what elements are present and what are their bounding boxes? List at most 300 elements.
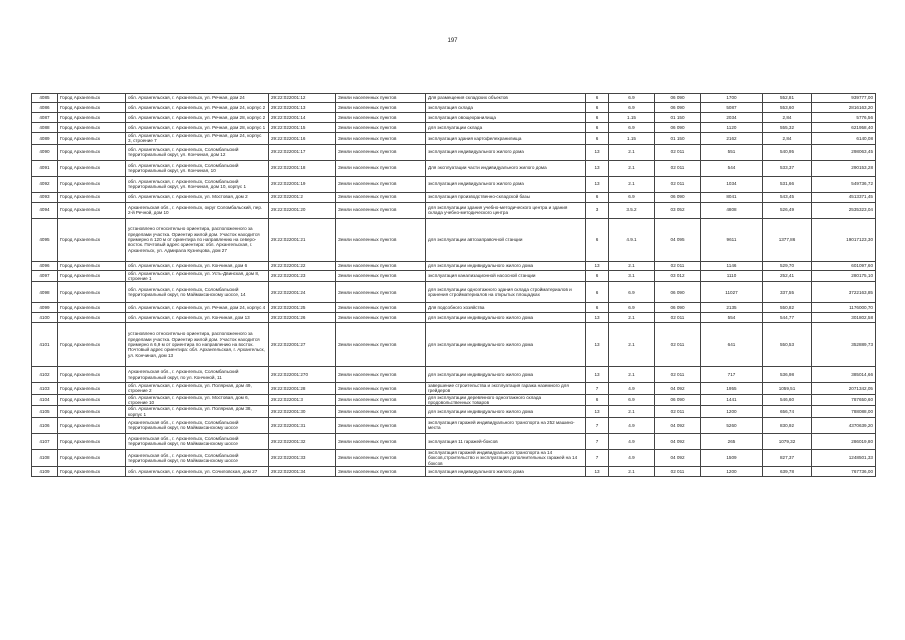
municipality-cell: Город Архангельск (58, 113, 126, 123)
land-category-cell: Земли населенных пунктов (336, 394, 426, 406)
use-code-cell: 06 090 (655, 103, 701, 113)
specific-value-cell: 1059,51 (763, 383, 812, 395)
use-group-cell: 4.9 (609, 417, 655, 433)
permitted-use-cell: эксплуатация производственно-складской базы (426, 192, 586, 202)
table-row (32, 94, 876, 103)
cadastral-value-cell: 280175,10 (812, 270, 876, 282)
table-row (32, 323, 876, 367)
use-group-cell: 1.15 (609, 113, 655, 123)
land-category-cell: Земли населенных пунктов (336, 367, 426, 383)
cadastral-number-cell: 29:22:022001:2 (269, 192, 336, 202)
land-category-cell: Земли населенных пунктов (336, 433, 426, 449)
permitted-use-cell: эксплуатация овощехранилища (426, 113, 586, 123)
land-category-cell: Земли населенных пунктов (336, 192, 426, 202)
cadastral-value-cell: 3722163,85 (812, 282, 876, 303)
specific-value-cell: 531,66 (763, 176, 812, 192)
cadastral-number-cell: 29:22:022001:12 (269, 94, 336, 103)
address-cell: обл. Архангельская, г. Архангельск, ул. Усть-Двинская, дом 8, строение 1 (126, 270, 269, 282)
row-number: 4085 (32, 94, 58, 103)
area-cell: 1110 (701, 270, 763, 282)
zone-cell: 13 (586, 144, 609, 160)
table-row (32, 406, 876, 418)
specific-value-cell: 546,60 (763, 394, 812, 406)
area-cell: 1034 (701, 176, 763, 192)
use-code-cell: 04 092 (655, 433, 701, 449)
cadastral-number-cell: 29:22:022001:3 (269, 394, 336, 406)
use-code-cell: 01 150 (655, 113, 701, 123)
land-category-cell: Земли населенных пунктов (336, 449, 426, 466)
municipality-cell: Город Архангельск (58, 282, 126, 303)
row-number: 4098 (32, 282, 58, 303)
zone-cell: 13 (586, 176, 609, 192)
cadastral-number-cell: 29:22:022001:18 (269, 160, 336, 176)
address-cell: обл. Архангельская, г. Архангельск, Соломбальский территориальный округ, ул. Кончиная, дом 10, корпус 1 (126, 176, 269, 192)
land-category-cell: Земли населенных пунктов (336, 466, 426, 476)
use-group-cell: 2.1 (609, 160, 655, 176)
zone-cell: 6 (586, 303, 609, 313)
use-code-cell: 03 052 (655, 202, 701, 218)
land-category-cell: Земли населенных пунктов (336, 261, 426, 270)
municipality-cell: Город Архангельск (58, 406, 126, 418)
cadastral-number-cell: 29:22:022001:32 (269, 433, 336, 449)
cadastral-value-cell: 4513371,45 (812, 192, 876, 202)
address-cell: обл. Архангельская, г. Архангельск, Соломбальский территориальный округ, по Маймаксанскому шоссе, 14 (126, 282, 269, 303)
specific-value-cell: 1079,32 (763, 433, 812, 449)
cadastral-value-cell: 621958,40 (812, 123, 876, 133)
municipality-cell: Город Архангельск (58, 367, 126, 383)
area-cell: 1700 (701, 94, 763, 103)
municipality-cell: Город Архангельск (58, 192, 126, 202)
cadastral-value-cell: 290153,28 (812, 160, 876, 176)
cadastral-value-cell: 1176000,70 (812, 303, 876, 313)
municipality-cell: Город Архангельск (58, 144, 126, 160)
specific-value-cell: 529,70 (763, 261, 812, 270)
specific-value-cell: 639,78 (763, 466, 812, 476)
cadastral-number-cell: 29:22:022001:21 (269, 218, 336, 261)
zone-cell: 6 (586, 394, 609, 406)
address-cell: Архангельская обл., г. Архангельск, округ Соломбальский, пер. 2-й Речной, дом 10 (126, 202, 269, 218)
municipality-cell: Город Архангельск (58, 160, 126, 176)
land-category-cell: Земли населенных пунктов (336, 218, 426, 261)
area-cell: 544 (701, 160, 763, 176)
use-code-cell: 04 092 (655, 449, 701, 466)
table-row (32, 383, 876, 395)
row-number: 4099 (32, 303, 58, 313)
zone-cell: 7 (586, 449, 609, 466)
table-row (32, 218, 876, 261)
table-row (32, 270, 876, 282)
municipality-cell: Город Архангельск (58, 94, 126, 103)
zone-cell: 13 (586, 313, 609, 323)
cadastral-value-cell: 385014,66 (812, 367, 876, 383)
page-number: 197 (447, 38, 458, 44)
table-row (32, 449, 876, 466)
zone-cell: 6 (586, 94, 609, 103)
zone-cell: 6 (586, 103, 609, 113)
row-number: 4105 (32, 406, 58, 418)
address-cell: обл. Архангельская, г. Архангельск, ул. Речная, дом 28, корпус 1 (126, 123, 269, 133)
permitted-use-cell: завершение строительства и эксплуатация гаража наземного для грейдеров (426, 383, 586, 395)
cadastral-value-cell: 5776,56 (812, 113, 876, 123)
row-number: 4106 (32, 417, 58, 433)
address-cell: обл. Архангельская, г. Архангельск, Соломбальский территориальный округ, ул. Кончиная, дом 12 (126, 144, 269, 160)
cadastral-number-cell: 29:22:022001:13 (269, 103, 336, 113)
municipality-cell: Город Архангельск (58, 449, 126, 466)
area-cell: 5087 (701, 103, 763, 113)
use-group-cell: 2.1 (609, 144, 655, 160)
address-cell: обл. Архангельская, г. Архангельск, ул. Речная, дом 24 (126, 94, 269, 103)
row-number: 4107 (32, 433, 58, 449)
address-cell: обл. Архангельская, г. Архангельск, Соломбальский территориальный округ, ул. Кончиная, 10 (126, 160, 269, 176)
area-cell: 1200 (701, 406, 763, 418)
municipality-cell: Город Архангельск (58, 103, 126, 113)
row-number: 4103 (32, 383, 58, 395)
address-cell: обл. Архангельская, г. Архангельск, ул. Полярная, дом 49, строение 2 (126, 383, 269, 395)
cadastral-number-cell: 29:22:022001:23 (269, 270, 336, 282)
cadastral-number-cell: 29:22:022001:30 (269, 406, 336, 418)
zone-cell: 7 (586, 383, 609, 395)
use-group-cell: 6.9 (609, 103, 655, 113)
address-cell: обл. Архангельская, г. Архангельск, ул. Кончиная, дом 13 (126, 313, 269, 323)
table-row (32, 394, 876, 406)
cadastral-number-cell: 29:22:022001:31 (269, 417, 336, 433)
address-cell: обл. Архангельская, г. Архангельск, ул. Мостовая, дом 6, строение 10 (126, 394, 269, 406)
row-number: 4086 (32, 103, 58, 113)
land-category-cell: Земли населенных пунктов (336, 176, 426, 192)
specific-value-cell: 656,74 (763, 406, 812, 418)
zone-cell: 6 (586, 133, 609, 145)
cadastral-value-cell: 549736,72 (812, 176, 876, 192)
specific-value-cell: 544,77 (763, 313, 812, 323)
table-row (32, 123, 876, 133)
land-category-cell: Земли населенных пунктов (336, 383, 426, 395)
use-group-cell: 2.1 (609, 323, 655, 367)
area-cell: 717 (701, 367, 763, 383)
row-number: 4090 (32, 144, 58, 160)
table-row (32, 303, 876, 313)
cadastral-value-cell: 19017123,30 (812, 218, 876, 261)
use-code-cell: 06 090 (655, 123, 701, 133)
use-group-cell: 2.1 (609, 176, 655, 192)
row-number: 4096 (32, 261, 58, 270)
area-cell: 1146 (701, 261, 763, 270)
address-cell: обл. Архангельская, г. Архангельск, ул. Сочиловская, дом 27 (126, 466, 269, 476)
zone-cell: 13 (586, 406, 609, 418)
specific-value-cell: 553,60 (763, 103, 812, 113)
table-row (32, 160, 876, 176)
use-group-cell: 6.9 (609, 192, 655, 202)
cadastral-value-cell: 298063,45 (812, 144, 876, 160)
cadastral-value-cell: 6140,08 (812, 133, 876, 145)
municipality-cell: Город Архангельск (58, 323, 126, 367)
municipality-cell: Город Архангельск (58, 261, 126, 270)
specific-value-cell: 337,55 (763, 282, 812, 303)
permitted-use-cell: эксплуатация 11 гаражей-боксов (426, 433, 586, 449)
use-code-cell: 06 090 (655, 303, 701, 313)
permitted-use-cell: для эксплуатации здания учебно-методического центра и здания склада учебно-методического центра (426, 202, 586, 218)
address-cell: обл. Архангельская, г. Архангельск, ул. Полярная, дом 38, корпус 1 (126, 406, 269, 418)
specific-value-cell: 827,37 (763, 449, 812, 466)
use-group-cell: 2.1 (609, 466, 655, 476)
municipality-cell: Город Архангельск (58, 383, 126, 395)
zone-cell: 6 (586, 218, 609, 261)
use-code-cell: 02 011 (655, 323, 701, 367)
use-code-cell: 06 090 (655, 394, 701, 406)
use-group-cell: 6.9 (609, 303, 655, 313)
permitted-use-cell: эксплуатация гаражей индивидуального транспорта на 252 машино-места (426, 417, 586, 433)
use-code-cell: 04 092 (655, 417, 701, 433)
table-row (32, 367, 876, 383)
permitted-use-cell: Для подсобного хозяйства (426, 303, 586, 313)
cadastral-number-cell: 29:22:022001:34 (269, 466, 336, 476)
permitted-use-cell: эксплуатация гаражей индивидуального транспорта на 14 боксов,строительство и эксплуатация дополнительных гаражей на 14 боксов (426, 449, 586, 466)
permitted-use-cell: Для размещения складских объектов (426, 94, 586, 103)
address-cell: обл. Архангельская, г. Архангельск, ул. Мостовая, дом 2 (126, 192, 269, 202)
area-cell: 641 (701, 323, 763, 367)
table-row (32, 113, 876, 123)
use-group-cell: 6.9 (609, 282, 655, 303)
land-category-cell: Земли населенных пунктов (336, 103, 426, 113)
zone-cell: 6 (586, 123, 609, 133)
use-code-cell: 06 090 (655, 94, 701, 103)
cadastral-value-cell: 788088,00 (812, 406, 876, 418)
area-cell: 8041 (701, 192, 763, 202)
specific-value-cell: 543,45 (763, 192, 812, 202)
use-group-cell: 6.9 (609, 94, 655, 103)
area-cell: 4808 (701, 202, 763, 218)
zone-cell: 13 (586, 323, 609, 367)
row-number: 4093 (32, 192, 58, 202)
land-category-cell: Земли населенных пунктов (336, 160, 426, 176)
use-group-cell: 6.9 (609, 123, 655, 133)
use-code-cell: 02 011 (655, 144, 701, 160)
zone-cell: 13 (586, 261, 609, 270)
cadastral-number-cell: 29:22:022001:15 (269, 123, 336, 133)
row-number: 4108 (32, 449, 58, 466)
permitted-use-cell: для эксплуатации склада (426, 123, 586, 133)
use-group-cell: 2.1 (609, 261, 655, 270)
address-cell: установлено относительно ориентира, расположенного за пределами участка. Ориентир жилой дом. Участок находится примерно в 6,9 м от ориентира по направлению на восток. Почтовый адрес ориентира: обл. Архангельская, г. Архангельск, ул. Кончиная, дом 13 (126, 323, 269, 367)
cadastral-value-cell: 2071342,05 (812, 383, 876, 395)
table-row (32, 192, 876, 202)
cadastral-value-cell: 787650,60 (812, 394, 876, 406)
specific-value-cell: 830,92 (763, 417, 812, 433)
area-cell: 1200 (701, 466, 763, 476)
land-category-cell: Земли населенных пунктов (336, 313, 426, 323)
area-cell: 554 (701, 313, 763, 323)
cadastral-value-cell: 286019,80 (812, 433, 876, 449)
use-code-cell: 03 012 (655, 270, 701, 282)
cadastral-value-cell: 301802,58 (812, 313, 876, 323)
row-number: 4104 (32, 394, 58, 406)
specific-value-cell: 550,82 (763, 303, 812, 313)
permitted-use-cell: для эксплуатации индивидуального жилого дома (426, 323, 586, 367)
address-cell: Архангельская обл., г. Архангельск, Соломбальский территориальный округ, по Маймаксанскому шоссе (126, 449, 269, 466)
cadastral-value-cell: 1248501,33 (812, 449, 876, 466)
specific-value-cell: 2,84 (763, 133, 812, 145)
cadastral-number-cell: 29:22:022001:14 (269, 113, 336, 123)
permitted-use-cell: Для эксплуатации части индивидуального жилого дома (426, 160, 586, 176)
use-group-cell: 4.9.1 (609, 218, 655, 261)
cadastral-number-cell: 29:22:022001:17 (269, 144, 336, 160)
row-number: 4101 (32, 323, 58, 367)
table-row (32, 103, 876, 113)
land-category-cell: Земли населенных пунктов (336, 113, 426, 123)
specific-value-cell: 533,37 (763, 160, 812, 176)
table-row (32, 417, 876, 433)
municipality-cell: Город Архангельск (58, 202, 126, 218)
table-row (32, 133, 876, 145)
cadastral-value-cell: 4370639,20 (812, 417, 876, 433)
table-row (32, 282, 876, 303)
municipality-cell: Город Архангельск (58, 218, 126, 261)
municipality-cell: Город Архангельск (58, 303, 126, 313)
land-category-cell: Земли населенных пунктов (336, 123, 426, 133)
zone-cell: 13 (586, 367, 609, 383)
address-cell: обл. Архангельская, г. Архангельск, ул. Кончиная, дом 6 (126, 261, 269, 270)
use-code-cell: 02 011 (655, 406, 701, 418)
address-cell: Архангельская обл., г. Архангельск, Соломбальский территориальный округ, по Маймаксанскому шоссе (126, 417, 269, 433)
use-group-cell: 2.1 (609, 313, 655, 323)
row-number: 4097 (32, 270, 58, 282)
zone-cell: 6 (586, 192, 609, 202)
table-row (32, 261, 876, 270)
use-code-cell: 02 011 (655, 313, 701, 323)
row-number: 4102 (32, 367, 58, 383)
area-cell: 2135 (701, 303, 763, 313)
permitted-use-cell: для эксплуатации одноэтажного здания склада стройматериалов и хранения стройматериалов на открытых площадках (426, 282, 586, 303)
cadastral-value-cell: 2535323,04 (812, 202, 876, 218)
municipality-cell: Город Архангельск (58, 466, 126, 476)
cadastral-number-cell: 29:22:022001:16 (269, 133, 336, 145)
cadastral-number-cell: 29:22:022001:270 (269, 367, 336, 383)
specific-value-cell: 552,81 (763, 94, 812, 103)
use-group-cell: 4.9 (609, 433, 655, 449)
row-number: 4100 (32, 313, 58, 323)
address-cell: обл. Архангельская, г. Архангельск, ул. Речная, дом 24, корпус 2 (126, 103, 269, 113)
land-registry-table (31, 93, 876, 477)
use-code-cell: 02 011 (655, 367, 701, 383)
row-number: 4091 (32, 160, 58, 176)
use-code-cell: 06 090 (655, 192, 701, 202)
permitted-use-cell: эксплуатация канализационной насосной станции (426, 270, 586, 282)
area-cell: 2162 (701, 133, 763, 145)
area-cell: 1120 (701, 123, 763, 133)
use-code-cell: 06 090 (655, 282, 701, 303)
permitted-use-cell: эксплуатация индивидуального жилого дома (426, 176, 586, 192)
cadastral-number-cell: 29:22:022001:20 (269, 202, 336, 218)
zone-cell: 6 (586, 282, 609, 303)
specific-value-cell: 555,32 (763, 123, 812, 133)
land-category-cell: Земли населенных пунктов (336, 303, 426, 313)
permitted-use-cell: для эксплуатации индивидуального жилого дома (426, 313, 586, 323)
cadastral-number-cell: 29:22:022001:26 (269, 313, 336, 323)
zone-cell: 6 (586, 270, 609, 282)
land-category-cell: Земли населенных пунктов (336, 323, 426, 367)
use-group-cell: 4.9 (609, 449, 655, 466)
address-cell: обл. Архангельская, г. Архангельск, ул. Речная, дом 28, корпус 2 (126, 113, 269, 123)
use-group-cell: 2.1 (609, 367, 655, 383)
area-cell: 1509 (701, 449, 763, 466)
permitted-use-cell: эксплуатация индивидуального жилого дома (426, 466, 586, 476)
land-category-cell: Земли населенных пунктов (336, 133, 426, 145)
cadastral-value-cell: 2816163,20 (812, 103, 876, 113)
permitted-use-cell: эксплуатация здания картофелехранилища (426, 133, 586, 145)
use-group-cell: 3.1 (609, 270, 655, 282)
table-row (32, 313, 876, 323)
area-cell: 2034 (701, 113, 763, 123)
land-category-cell: Земли населенных пунктов (336, 406, 426, 418)
address-cell: Архангельская обл., г. Архангельск, Соломбальский территориальный округ, по Маймаксанскому шоссе (126, 433, 269, 449)
specific-value-cell: 526,49 (763, 202, 812, 218)
use-code-cell: 01 150 (655, 133, 701, 145)
area-cell: 551 (701, 144, 763, 160)
area-cell: 1441 (701, 394, 763, 406)
area-cell: 1955 (701, 383, 763, 395)
municipality-cell: Город Архангельск (58, 176, 126, 192)
row-number: 4092 (32, 176, 58, 192)
land-category-cell: Земли населенных пунктов (336, 282, 426, 303)
use-group-cell: 6.9 (609, 394, 655, 406)
row-number: 4089 (32, 133, 58, 145)
zone-cell: 7 (586, 433, 609, 449)
permitted-use-cell: эксплуатация индивидуального жилого дома (426, 144, 586, 160)
address-cell: обл. Архангельская, г. Архангельск, ул. Речная, дом 24, корпус 3, строение 7 (126, 133, 269, 145)
row-number: 4088 (32, 123, 58, 133)
cadastral-number-cell: 29:22:022001:25 (269, 303, 336, 313)
table-row (32, 466, 876, 476)
use-group-cell: 1.15 (609, 133, 655, 145)
specific-value-cell: 540,95 (763, 144, 812, 160)
cadastral-number-cell: 29:22:022001:22 (269, 261, 336, 270)
use-code-cell: 04 095 (655, 218, 701, 261)
zone-cell: 6 (586, 113, 609, 123)
use-group-cell: 4.9 (609, 383, 655, 395)
use-code-cell: 02 011 (655, 176, 701, 192)
cadastral-value-cell: 601097,60 (812, 261, 876, 270)
cadastral-number-cell: 29:22:022001:27 (269, 323, 336, 367)
row-number: 4095 (32, 218, 58, 261)
land-category-cell: Земли населенных пунктов (336, 417, 426, 433)
land-category-cell: Земли населенных пунктов (336, 202, 426, 218)
municipality-cell: Город Архангельск (58, 417, 126, 433)
permitted-use-cell: для эксплуатации индивидуального жилого дома (426, 367, 586, 383)
municipality-cell: Город Архангельск (58, 133, 126, 145)
cadastral-value-cell: 767736,00 (812, 466, 876, 476)
use-code-cell: 02 011 (655, 466, 701, 476)
land-category-cell: Земли населенных пунктов (336, 144, 426, 160)
specific-value-cell: 536,98 (763, 367, 812, 383)
municipality-cell: Город Архангельск (58, 270, 126, 282)
address-cell: установлено относительно ориентира, расположенного за пределами участка. Ориентир жилой дом. Участок находится примерно в 120 м от ориентира по направлению на северо-восток. Почтовый адрес ориентира: обл. Архангельская, г. Архангельск, ул. Адмирала Кузнецова, дом 27 (126, 218, 269, 261)
table-row (32, 176, 876, 192)
municipality-cell: Город Архангельск (58, 394, 126, 406)
permitted-use-cell: для эксплуатации индивидуального жилого дома (426, 261, 586, 270)
permitted-use-cell: для эксплуатации автозаправочной станции (426, 218, 586, 261)
cadastral-number-cell: 29:22:022001:28 (269, 383, 336, 395)
land-category-cell: Земли населенных пунктов (336, 270, 426, 282)
cadastral-number-cell: 29:22:022001:19 (269, 176, 336, 192)
table-row (32, 433, 876, 449)
area-cell: 265 (701, 433, 763, 449)
use-code-cell: 02 011 (655, 160, 701, 176)
permitted-use-cell: для эксплуатации деревянного одноэтажного склада продовольственных товаров (426, 394, 586, 406)
specific-value-cell: 252,41 (763, 270, 812, 282)
table-row (32, 144, 876, 160)
cadastral-value-cell: 939777,00 (812, 94, 876, 103)
zone-cell: 3 (586, 202, 609, 218)
municipality-cell: Город Архангельск (58, 123, 126, 133)
